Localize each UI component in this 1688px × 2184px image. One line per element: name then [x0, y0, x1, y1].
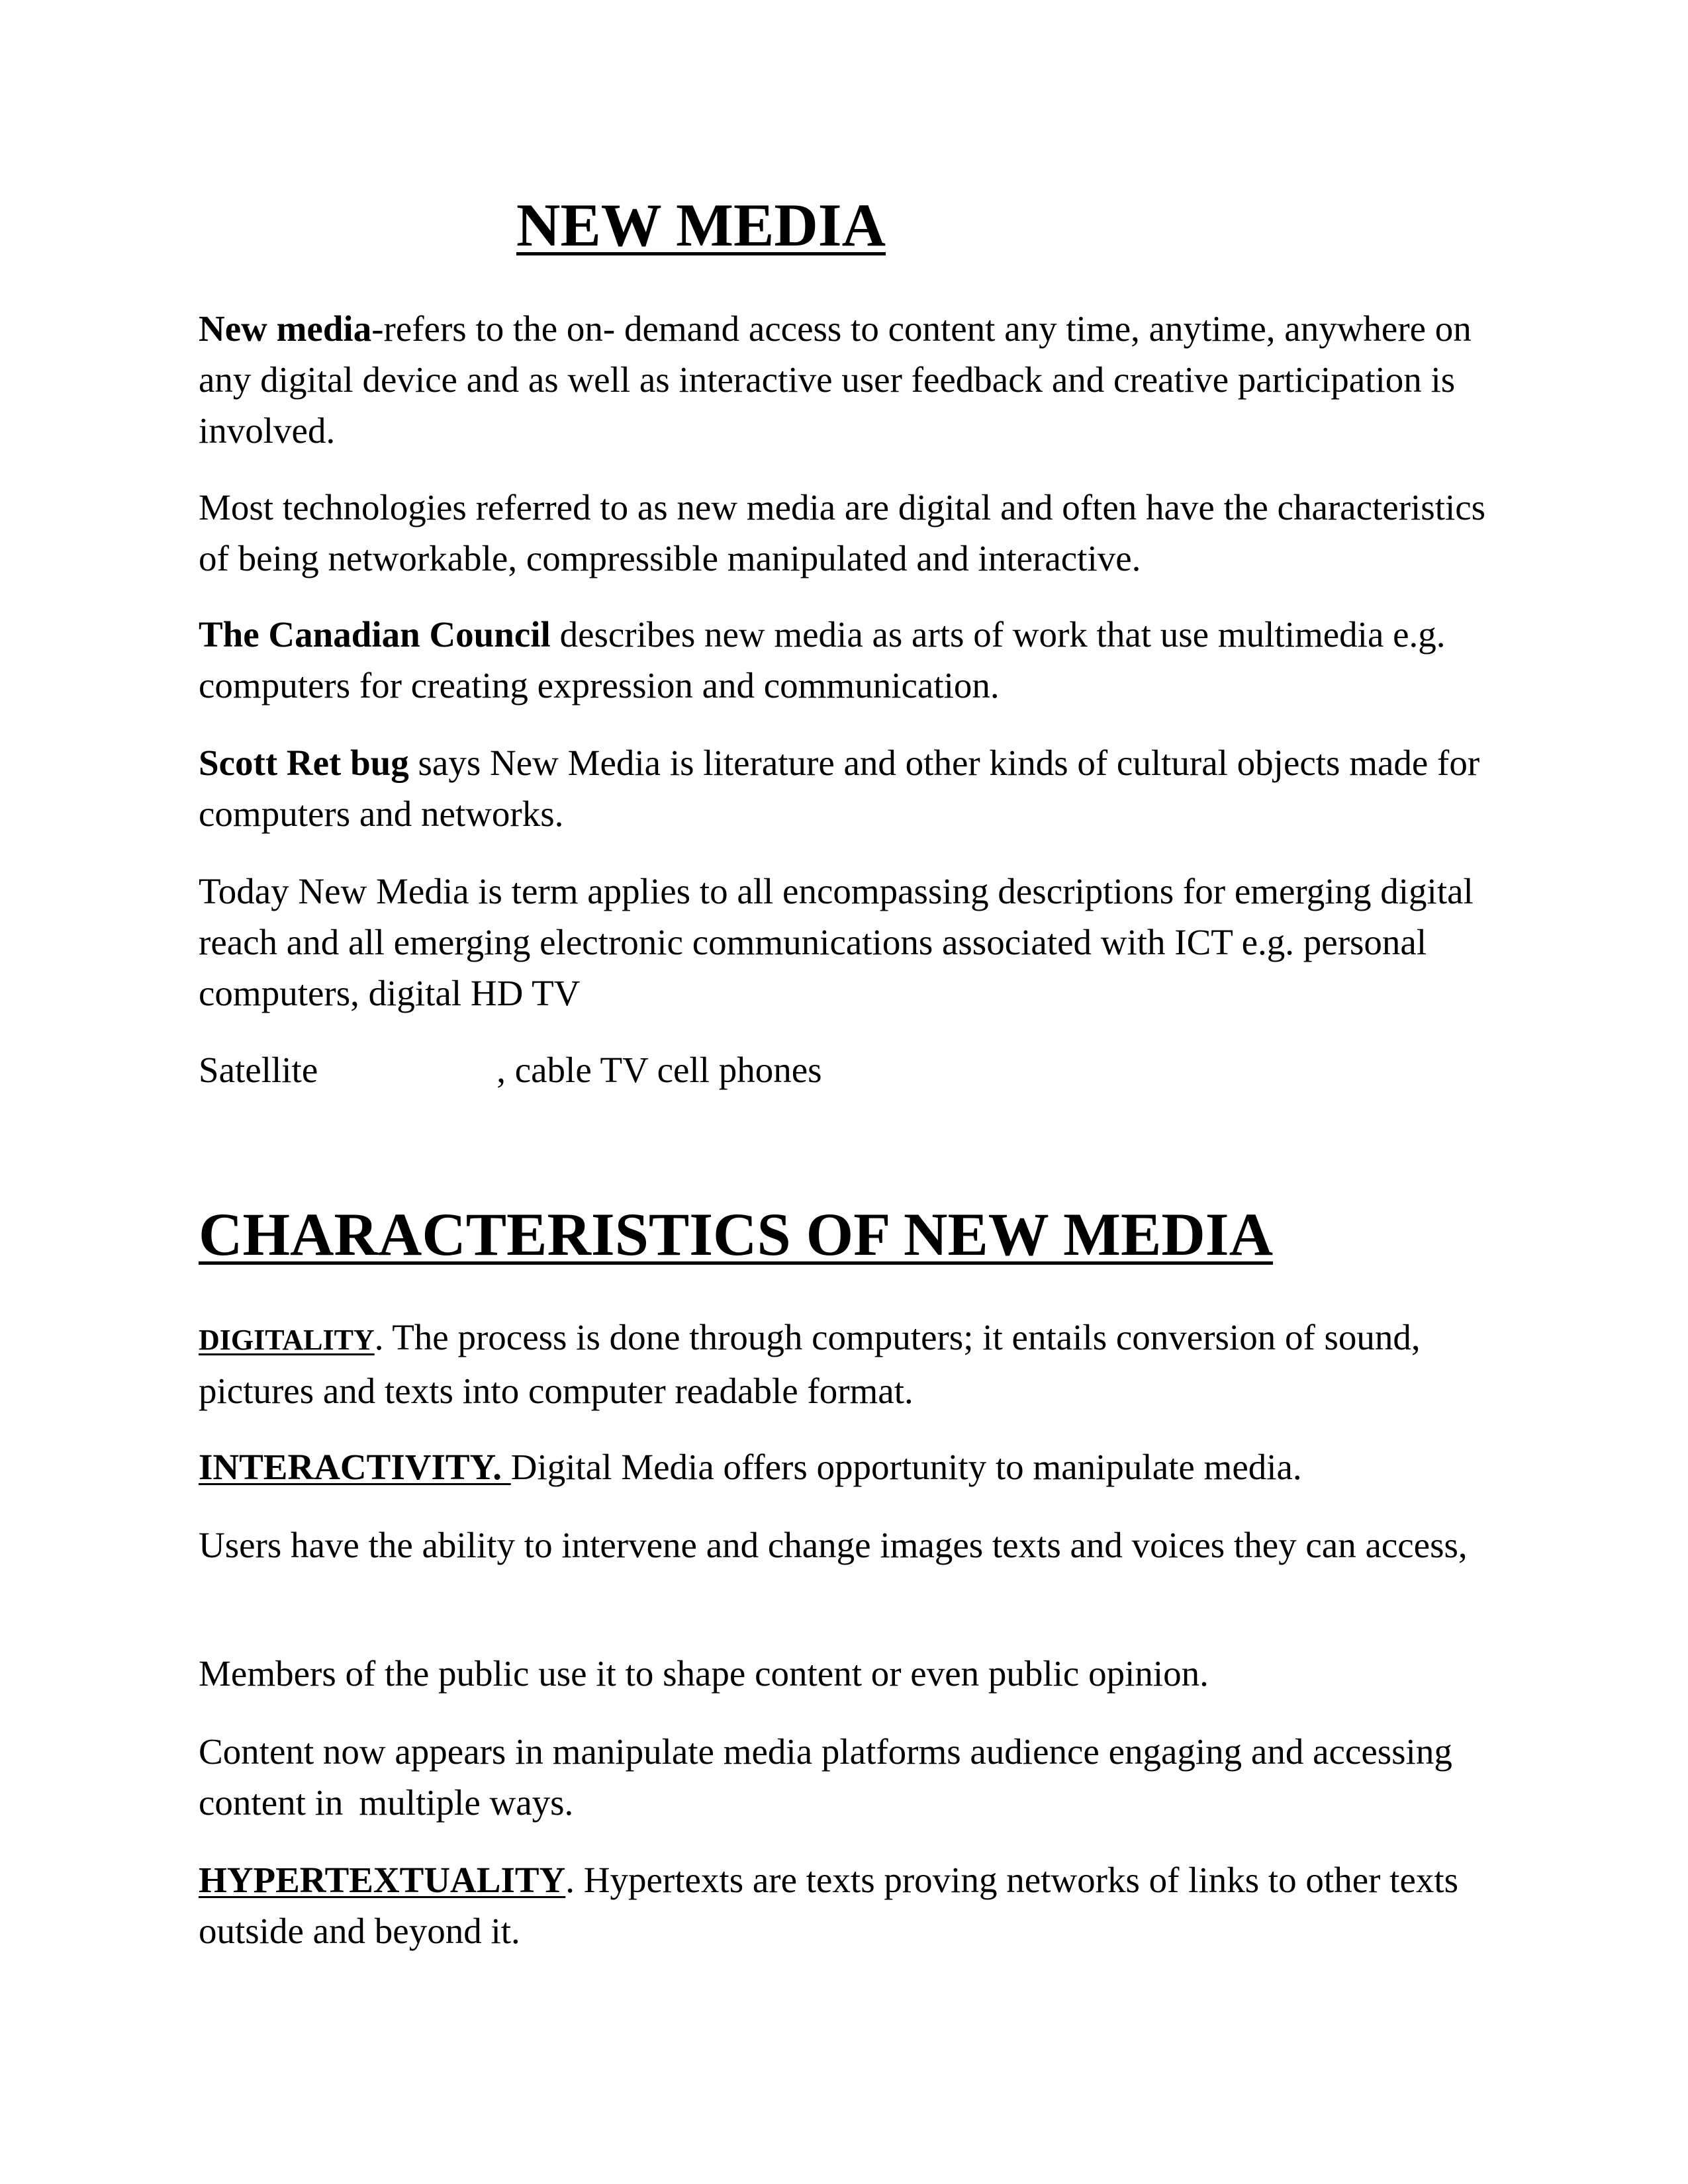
interactivity-paragraph: [199, 1441, 1509, 1492]
canadian-council-text: describes new media as arts of work that use multimedia e.g. computers for creating expression and communication.: [199, 614, 1446, 705]
term-new-media: New media: [199, 308, 372, 349]
term-hypertextuality: HYPERTEXTUALITY: [199, 1860, 566, 1900]
hypertextuality-paragraph: [199, 1854, 1509, 1956]
cable-tv-text: , cable TV cell phones: [496, 1050, 822, 1090]
content-text-b: multiple ways.: [359, 1782, 574, 1823]
digitality-text: . The process is done through computers; it entails conversion of sound, pictures and texts into computer readable format.: [199, 1317, 1421, 1411]
term-interactivity: INTERACTIVITY.: [199, 1447, 511, 1487]
definition-paragraph: [199, 303, 1509, 456]
definition-text: -refers to the on- demand access to content any time, anytime, anywhere on any digital device and as well as interactive user feedback and creative participation is involved.: [199, 308, 1472, 451]
page-title: NEW MEDIA: [516, 191, 886, 259]
hypertextuality-text: . Hypertexts are texts proving networks of links to other texts outside and beyond it.: [199, 1860, 1459, 1951]
term-digitality: DIGITALITY: [199, 1324, 375, 1356]
characteristics-heading: CHARACTERISTICS OF NEW MEDIA: [199, 1201, 1274, 1268]
digitality-paragraph: [199, 1312, 1509, 1416]
satellite-line: [199, 1044, 1509, 1095]
term-canadian-council: The Canadian Council: [199, 614, 551, 655]
canadian-council-paragraph: [199, 609, 1509, 711]
scott-ret-bug-paragraph: [199, 737, 1509, 839]
users-paragraph: Users have the ability to intervene and change images texts and voices they can access,: [199, 1525, 1468, 1565]
term-scott-ret-bug: Scott Ret bug: [199, 743, 409, 783]
technologies-paragraph: Most technologies referred to as new media are digital and often have the characteristics of being networkable, compressible manipulated and interactive.: [199, 487, 1486, 578]
interactivity-text: Digital Media offers opportunity to manipulate media.: [510, 1447, 1302, 1487]
members-paragraph: Members of the public use it to shape content or even public opinion.: [199, 1653, 1209, 1694]
today-new-media-paragraph: Today New Media is term applies to all encompassing descriptions for emerging digital reach and all emerging electronic communications associated with ICT e.g. personal computers, digital HD TV: [199, 871, 1474, 1013]
scott-ret-bug-text: says New Media is literature and other kinds of cultural objects made for computers and networks.: [199, 743, 1480, 834]
satellite-text: Satellite: [199, 1050, 318, 1090]
content-paragraph: [199, 1726, 1509, 1828]
content-text-a: Content now appears in manipulate media platforms audience engaging and accessing content in: [199, 1731, 1452, 1823]
